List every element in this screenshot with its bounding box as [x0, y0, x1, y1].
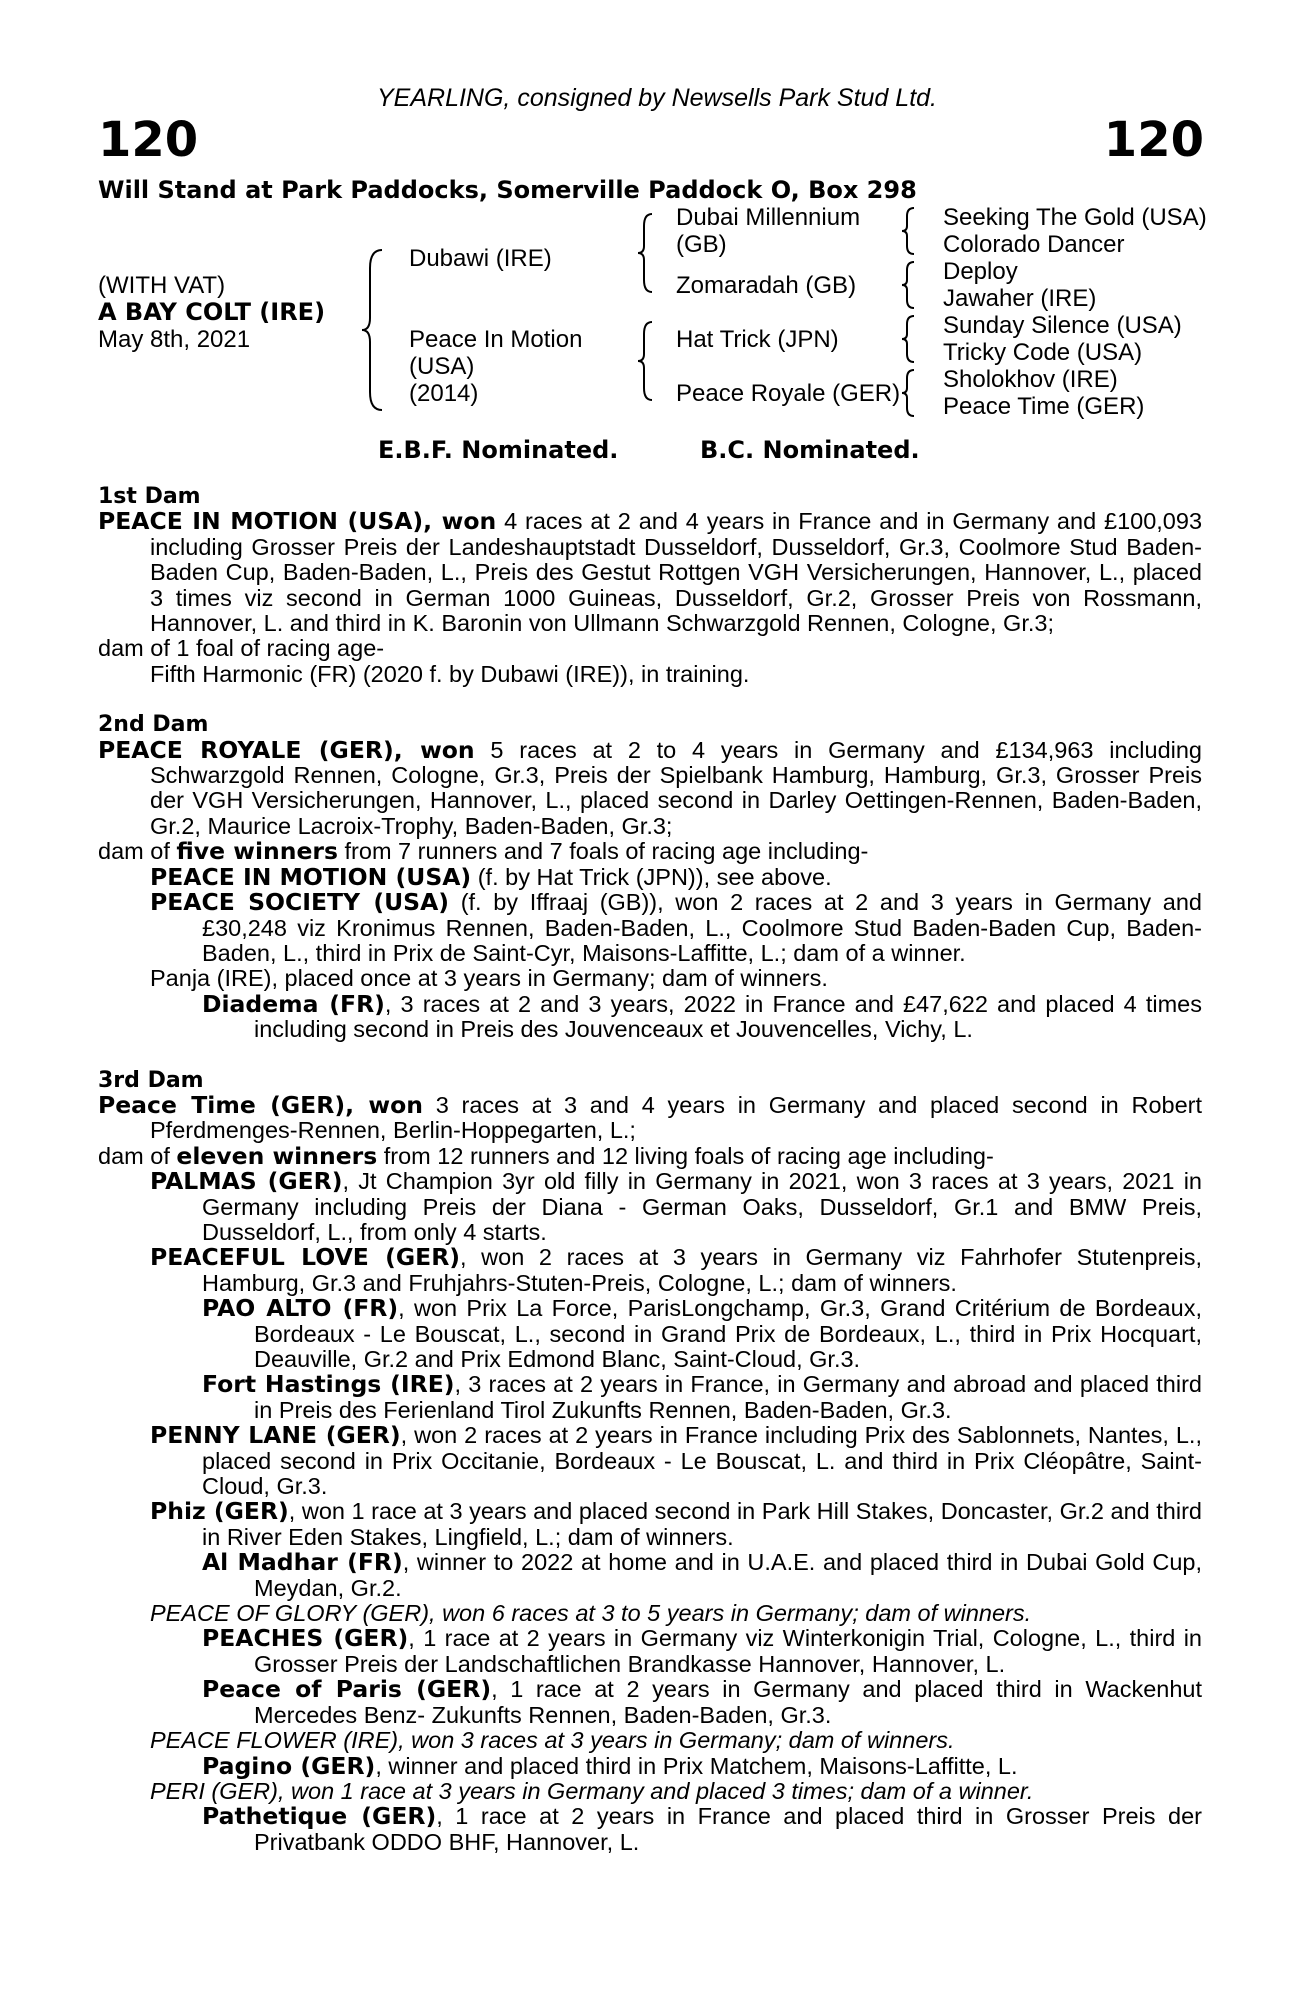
- horse-name: A BAY COLT (IRE): [98, 298, 326, 326]
- pedigree-g8: Peace Time (GER): [943, 393, 1145, 420]
- bc-nomination: B.C. Nominated.: [700, 436, 920, 464]
- first-dam-name: PEACE IN MOTION (USA): [98, 507, 424, 536]
- pedigree-g2: Colorado Dancer: [943, 231, 1125, 258]
- pedigree-brace-sire: [636, 212, 658, 294]
- catalogue-body: [98, 484, 1202, 1855]
- third-dam-text: 3 races at 3 and 4 years in Germany and placed second in Robert Pferdmenges-Rennen, Berlin-Hoppegarten, L.;: [150, 1091, 1203, 1144]
- second-dam-dam-of: dam of five winners from 7 runners and 7 foals of racing age including-: [98, 837, 869, 866]
- offspring-entry: PEACE SOCIETY (USA) (f. by Iffraaj (GB)), won 2 races at 2 and 3 years in Germany and £30,248 viz Kronimus Rennen, Baden-Baden, L., Coolmore Stud Baden-Baden Cup, Baden-Baden, L., third in Prix de Saint-Cyr, Maisons-Laffitte, L.; dam of a winner.: [150, 888, 1203, 966]
- third-dam-dam-of: dam of eleven winners from 12 runners and 12 living foals of racing age including-: [98, 1141, 994, 1170]
- second-dam-heading: 2nd Dam: [98, 712, 209, 738]
- offspring-entry: Al Madhar (FR), winner to 2022 at home and in U.A.E. and placed third in Dubai Gold Cup, Meydan, Gr.2.: [202, 1548, 1202, 1601]
- first-dam-won: won: [441, 507, 497, 536]
- first-dam-foal: Fifth Harmonic (FR) (2020 f. by Dubawi (IRE)), in training.: [150, 660, 750, 687]
- pedigree-dam-2: (USA): [409, 353, 475, 380]
- pedigree-sire-dam: Zomaradah (GB): [676, 272, 857, 299]
- offspring-entry: PEACE OF GLORY (GER), won 6 races at 3 to 5 years in Germany; dam of winners.: [150, 1600, 1032, 1627]
- second-dam-won: won: [420, 735, 475, 764]
- pedigree-dam-3: (2014): [409, 380, 479, 407]
- third-dam-heading: 3rd Dam: [98, 1067, 204, 1093]
- pedigree-dam-sire: Hat Trick (JPN): [676, 326, 839, 353]
- offspring-entry: Fort Hastings (IRE), 3 races at 2 years in France, in Germany and abroad and placed third in Preis des Ferienland Tirol Zukunfts Rennen, Baden-Baden, Gr.3.: [202, 1370, 1202, 1423]
- offspring-entry: Peace of Paris (GER), 1 race at 2 years in Germany and placed third in Wackenhut Mercedes Benz- Zukunfts Rennen, Baden-Baden, Gr.3.: [202, 1675, 1203, 1728]
- offspring-entry: PEACE FLOWER (IRE), won 3 races at 3 years in Germany; dam of winners.: [150, 1727, 955, 1754]
- offspring-entry: PEACHES (GER), 1 race at 2 years in Germany viz Winterkonigin Trial, Cologne, L., third in Grosser Preis der Landschaftlichen Brandkasse Hannover, Hannover, L.: [202, 1624, 1202, 1677]
- third-dam-name: Peace Time (GER): [98, 1090, 346, 1119]
- second-dam-name: PEACE ROYALE (GER): [98, 735, 394, 764]
- pedigree-brace-g2: [900, 260, 920, 310]
- ebf-nomination: E.B.F. Nominated.: [378, 436, 619, 464]
- third-dam-won: won: [368, 1090, 423, 1119]
- pedigree-sire: Dubawi (IRE): [409, 245, 552, 272]
- pedigree-sire-sire-1: Dubai Millennium: [676, 204, 861, 231]
- second-dam-text: 5 races at 2 to 4 years in Germany and £134,963 including Schwarzgold Rennen, Cologne, Gr.3, Preis der Spielbank Hamburg, Hamburg, Gr.3, Grosser Preis der VGH Versicherungen, Hannover, L., placed second in Darley Oettingen-Rennen, Baden-Baden, Gr.2, Maurice Lacroix-Trophy, Baden-Baden, Gr.3;: [150, 736, 1203, 839]
- first-dam-dam-of: dam of 1 foal of racing age-: [98, 635, 385, 662]
- pedigree-brace-g4: [900, 368, 920, 418]
- pedigree-dam-dam: Peace Royale (GER): [676, 380, 901, 407]
- pedigree-g7: Sholokhov (IRE): [943, 366, 1118, 393]
- pedigree-brace-g1: [900, 206, 920, 256]
- foaling-date: May 8th, 2021: [98, 326, 251, 353]
- first-dam-heading: 1st Dam: [98, 484, 201, 509]
- pedigree-g5: Sunday Silence (USA): [943, 312, 1182, 339]
- offspring-entry: Phiz (GER), won 1 race at 3 years and placed second in Park Hill Stakes, Doncaster, Gr.2 and third in River Eden Stakes, Lingfield, L.; dam of winners.: [150, 1497, 1202, 1550]
- pedigree-g3: Deploy: [943, 258, 1018, 285]
- pedigree-g1: Seeking The Gold (USA): [943, 204, 1207, 231]
- stand-location: Will Stand at Park Paddocks, Somerville Paddock O, Box 298: [98, 176, 917, 204]
- pedigree-g6: Tricky Code (USA): [943, 339, 1143, 366]
- offspring-entry: PALMAS (GER), Jt Champion 3yr old filly in Germany in 2021, won 3 races at 3 years, 2021 in Germany including Preis der Diana - German Oaks, Dusseldorf, Gr.1 and BMW Preis, Dusseldorf, L., from only 4 starts.: [150, 1167, 1202, 1245]
- first-dam-entry: PEACE IN MOTION (USA), won 4 races at 2 and 4 years in France and in Germany and £100,093 including Grosser Preis der Landeshauptstadt Dusseldorf, Dusseldorf, Gr.3, Coolmore Stud Baden-Baden Cup, Baden-Baden, L., Preis des Gestut Rottgen VGH Versicherungen, Hannover, L., placed 3 times viz second in German 1000 Guineas, Dusseldorf, Gr.2, Grosser Preis von Rossmann, Hannover, L. and third in K. Baronin von Ullmann Schwarzgold Rennen, Cologne, Gr.3;: [98, 507, 1203, 637]
- vat-note: (WITH VAT): [98, 272, 226, 299]
- pedigree-g4: Jawaher (IRE): [943, 285, 1097, 312]
- offspring-entry: PAO ALTO (FR), won Prix La Force, ParisLongchamp, Gr.3, Grand Critérium de Bordeaux, Bordeaux - Le Bouscat, L., second in Grand Prix de Bordeaux, L., third in Prix Hocquart, Deauville, Gr.2 and Prix Edmond Blanc, Saint-Cloud, Gr.3.: [202, 1294, 1202, 1372]
- offspring-entry: PENNY LANE (GER), won 2 races at 2 years in France including Prix des Sablonnets, Nantes, L., placed second in Prix Occitanie, Bordeaux - Le Bouscat, L. and third in Prix Cléopâtre, Saint-Cloud, Gr.3.: [150, 1421, 1202, 1500]
- offspring-entry: PEACE IN MOTION (USA) (f. by Hat Trick (JPN)), see above.: [150, 862, 832, 891]
- offspring-entry: Diadema (FR), 3 races at 2 and 3 years, 2022 in France and £47,622 and placed 4 times including second in Preis des Jouvenceaux et Jouvencelles, Vichy, L.: [202, 989, 1202, 1043]
- lot-number-left: 120: [98, 112, 199, 168]
- offspring-entry: PERI (GER), won 1 race at 3 years in Germany and placed 3 times; dam of a winner.: [150, 1777, 1034, 1804]
- first-dam-text: 4 races at 2 and 4 years in France and in Germany and £100,093 including Grosser Preis der Landeshauptstadt Dusseldorf, Dusseldorf, Gr.3, Coolmore Stud Baden-Baden Cup, Baden-Baden, L., Preis des Gestut Rottgen VGH Versicherungen, Hannover, L., placed 3 times viz second in German 1000 Guineas, Dusseldorf, Gr.2, Grosser Preis von Rossmann, Hannover, L. and third in K. Baronin von Ullmann Schwarzgold Rennen, Cologne, Gr.3;: [150, 508, 1203, 637]
- pedigree-sire-sire-2: (GB): [676, 231, 727, 258]
- pedigree-brace-main: [360, 248, 390, 412]
- pedigree-brace-dam: [636, 320, 658, 402]
- offspring-entry: Pathetique (GER), 1 race at 2 years in France and placed third in Grosser Preis der Privatbank ODDO BHF, Hannover, L.: [202, 1802, 1202, 1855]
- lot-number-right: 120: [1103, 112, 1204, 168]
- second-dam-entry: PEACE ROYALE (GER), won 5 races at 2 to 4 years in Germany and £134,963 including Schwarzgold Rennen, Cologne, Gr.3, Preis der Spielbank Hamburg, Hamburg, Gr.3, Grosser Preis der VGH Versicherungen, Hannover, L., placed second in Darley Oettingen-Rennen, Baden-Baden, Gr.2, Maurice Lacroix-Trophy, Baden-Baden, Gr.3;: [98, 735, 1203, 839]
- pedigree-brace-g3: [900, 314, 920, 364]
- third-dam-entry: Peace Time (GER), won 3 races at 3 and 4 years in Germany and placed second in Robert Pferdmenges-Rennen, Berlin-Hoppegarten, L.;: [98, 1090, 1203, 1144]
- consignment-line: YEARLING, consigned by Newsells Park Stud Ltd.: [377, 84, 937, 112]
- offspring-entry: Panja (IRE), placed once at 3 years in Germany; dam of winners.: [150, 965, 828, 992]
- pedigree-dam-1: Peace In Motion: [409, 326, 583, 353]
- offspring-entry: PEACEFUL LOVE (GER), won 2 races at 3 years in Germany viz Fahrhofer Stutenpreis, Hamburg, Gr.3 and Fruhjahrs-Stuten-Preis, Cologne, L.; dam of winners.: [150, 1243, 1202, 1296]
- offspring-entry: Pagino (GER), winner and placed third in Prix Matchem, Maisons-Laffitte, L.: [202, 1751, 1018, 1780]
